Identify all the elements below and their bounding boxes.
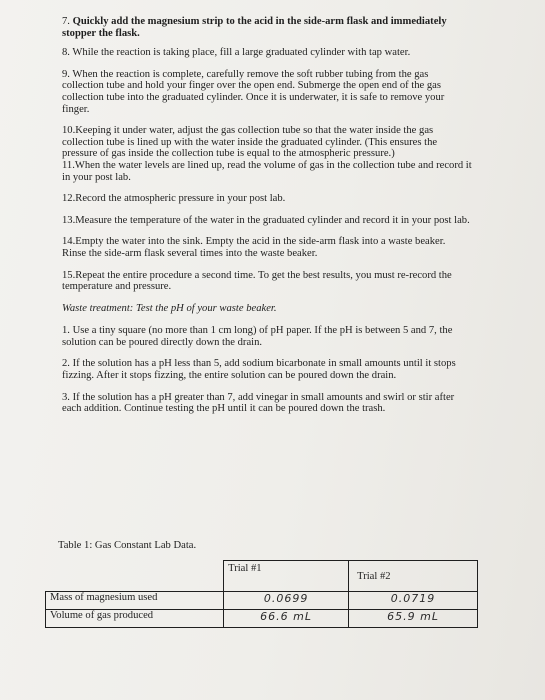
step-7	[62, 16, 472, 39]
handwritten-value: 0.0699	[224, 592, 349, 610]
step-11	[62, 160, 472, 183]
waste-step-3	[62, 392, 472, 415]
row-label: Mass of magnesium used	[46, 592, 224, 610]
table-header-row	[46, 561, 478, 592]
step-number: 7.	[62, 16, 70, 27]
procedure-text	[62, 16, 472, 425]
step-text: Use a tiny square (no more than 1 cm long) of pH paper. If the pH is between 5 and 7, the solution can be poured directly down the drain.	[62, 325, 453, 348]
step-text: While the reaction is taking place, fill a large graduated cylinder with tap water.	[72, 47, 411, 59]
handwritten-value: 66.6 mL	[224, 610, 349, 628]
step-12	[62, 193, 472, 205]
step-number: 12.	[62, 193, 76, 205]
step-number: 15.	[62, 269, 76, 281]
step-number: 11.	[62, 159, 75, 171]
table-row	[46, 610, 478, 628]
step-text: Keeping it under water, adjust the gas collection tube so that the water inside the gas collection tube is lined up with the water inside the graduated cylinder. (This ensures the pressure of gas inside the collection tube is equal to the atmospheric pressure.)	[62, 125, 438, 160]
header-cell-trial-2: Trial #2	[349, 561, 478, 592]
handwritten-value: 65.9 mL	[349, 610, 478, 628]
step-text: When the reaction is complete, carefully remove the soft rubber tubing from the gas collection tube and hold your finger over the open end. Submerge the open end of the gas collection tube into the graduated cylinder. Once it is underwater, it is safe to remove your finger.	[62, 68, 445, 115]
row-label: Volume of gas produced	[46, 610, 224, 628]
step-text: When the water levels are lined up, read the volume of gas in the collection tube and record it in your post lab.	[62, 159, 472, 183]
step-number: 1.	[62, 325, 70, 337]
step-text: If the solution has a pH less than 5, add sodium bicarbonate in small amounts until it stops fizzing. After it stops fizzing, the entire solution can be poured down the drain.	[62, 358, 456, 382]
step-text: Record the atmospheric pressure in your post lab.	[75, 193, 286, 205]
waste-step-1	[62, 325, 472, 348]
step-number: 13.	[62, 214, 76, 226]
step-number: 8.	[62, 47, 70, 59]
step-13	[62, 215, 472, 227]
step-number: 9.	[62, 68, 70, 80]
gas-constant-data-table	[45, 560, 478, 628]
step-9	[62, 69, 472, 115]
waste-step-2	[62, 358, 472, 381]
step-number: 2.	[62, 358, 70, 370]
step-10	[62, 125, 472, 160]
step-text: Measure the temperature of the water in the graduated cylinder and record it in your post lab.	[75, 214, 470, 226]
step-14	[62, 236, 472, 259]
handwritten-value: 0.0719	[349, 592, 478, 610]
step-text: Quickly add the magnesium strip to the acid in the side-arm flask and immediately stopper the flask.	[62, 16, 447, 39]
table-caption: Table 1: Gas Constant Lab Data.	[58, 540, 197, 551]
waste-treatment-heading: Waste treatment: Test the pH of your waste beaker.	[62, 302, 277, 314]
step-number: 10.	[62, 125, 76, 137]
step-number: 14.	[62, 236, 76, 248]
header-cell-trial-1: Trial #1	[224, 561, 349, 592]
step-number: 3.	[62, 391, 70, 403]
step-text: Repeat the entire procedure a second time. To get the best results, you must re-record the temperature and pressure.	[62, 269, 452, 293]
header-cell-empty	[46, 561, 224, 592]
table-row	[46, 592, 478, 610]
step-15	[62, 270, 472, 293]
step-text: Empty the water into the sink. Empty the acid in the side-arm flask into a waste beaker. Rinse the side-arm flask several times into the waste beaker.	[62, 236, 446, 259]
step-8	[62, 47, 472, 59]
step-text: If the solution has a pH greater than 7, add vinegar in small amounts and swirl or stir after each addition. Continue testing the pH until it can be poured down the trash.	[62, 391, 455, 415]
